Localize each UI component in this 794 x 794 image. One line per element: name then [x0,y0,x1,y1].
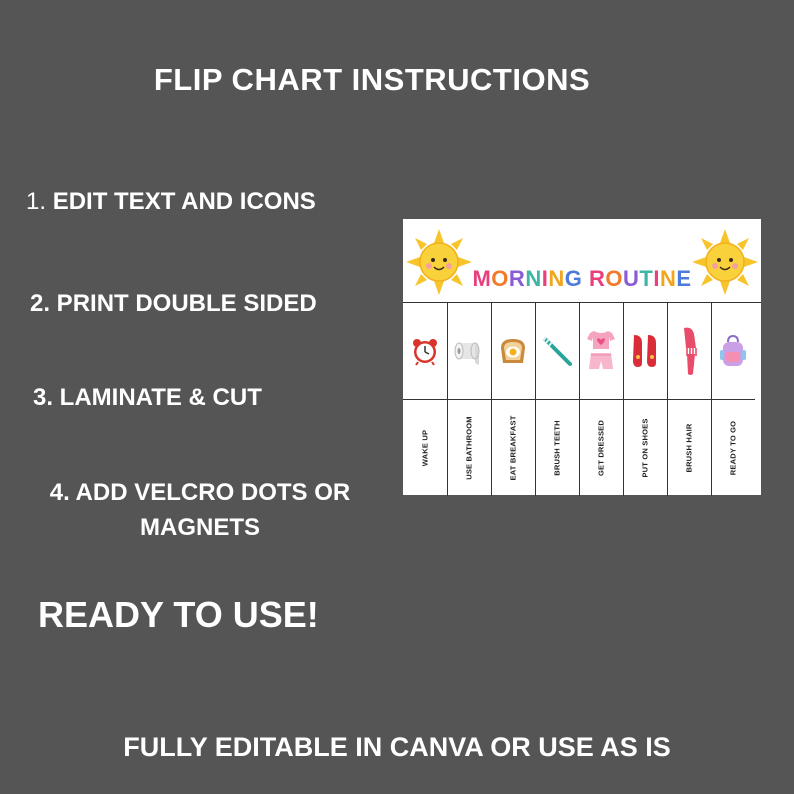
toast-egg-icon [497,336,529,366]
routine-icon-cell [403,303,447,399]
routine-label-cell [579,399,623,497]
routine-column [623,303,668,496]
routine-column [711,303,755,496]
routine-icon-cell [447,303,491,399]
routine-column [447,303,492,496]
routine-label-cell [447,399,491,497]
routine-icon-cell [579,303,623,399]
routine-label: PUT ON SHOES [640,418,650,478]
backpack-icon [718,334,748,368]
footer-text: FULLY EDITABLE IN CANVA OR USE AS IS [123,732,671,762]
routine-icon-cell [667,303,711,399]
routine-label: READY TO GO [728,420,738,476]
card-header [403,219,761,302]
toilet-paper-icon [453,335,485,367]
routine-label-cell [623,399,667,497]
step-3: 3. LAMINATE & CUT [33,384,262,411]
toothbrush-icon [540,334,574,368]
page-title: FLIP CHART INSTRUCTIONS [153,62,591,97]
title-letter: N [548,266,565,291]
routine-label: BRUSH HAIR [684,423,694,473]
title-letter: M [472,266,492,291]
routine-label: USE BATHROOM [464,416,474,480]
routine-column [491,303,536,496]
routine-label: BRUSH TEETH [552,420,562,476]
alarm-clock-icon [410,336,440,366]
title-letter: O [605,266,623,291]
title-letter: N [525,266,542,291]
step-1 [26,188,316,216]
routine-label: EAT BREAKFAST [508,415,518,481]
routine-column [667,303,712,496]
title-letter: U [622,266,640,291]
title-letter: R [588,266,606,291]
routine-label: WAKE UP [420,429,430,467]
routine-label-cell [535,399,579,497]
card-title [403,266,761,292]
step-4: 4. ADD VELCRO DOTS OR MAGNETS [49,479,351,541]
title-letter: R [508,266,526,291]
card-title-word-2 [589,266,692,292]
title-letter: I [541,266,549,291]
routine-column [535,303,580,496]
routine-icon-cell [535,303,579,399]
comb-icon [678,326,700,376]
title-letter: E [676,266,692,291]
title-letter: O [491,266,509,291]
routine-column [403,303,448,496]
routine-label-cell [491,399,535,497]
routine-grid [403,302,761,496]
clothes-icon [586,329,616,373]
title-letter: G [564,266,583,291]
flip-chart-preview [403,219,761,495]
title-letter: N [659,266,677,291]
routine-icon-cell [491,303,535,399]
routine-column [579,303,624,496]
card-title-word-1 [472,266,582,292]
routine-label-cell [403,399,447,497]
routine-icon-cell [623,303,667,399]
shoes-icon [630,333,660,369]
step-2: 2. PRINT DOUBLE SIDED [30,290,317,317]
ready-heading: READY TO USE! [38,594,319,635]
routine-label-cell [667,399,711,497]
step-1-number: 1. [26,188,47,215]
step-1-text: EDIT TEXT AND ICONS [52,188,316,215]
title-letter: I [653,266,660,291]
routine-icon-cell [711,303,755,399]
title-letter: T [639,266,654,291]
routine-label: GET DRESSED [596,420,606,476]
routine-label-cell [711,399,755,497]
